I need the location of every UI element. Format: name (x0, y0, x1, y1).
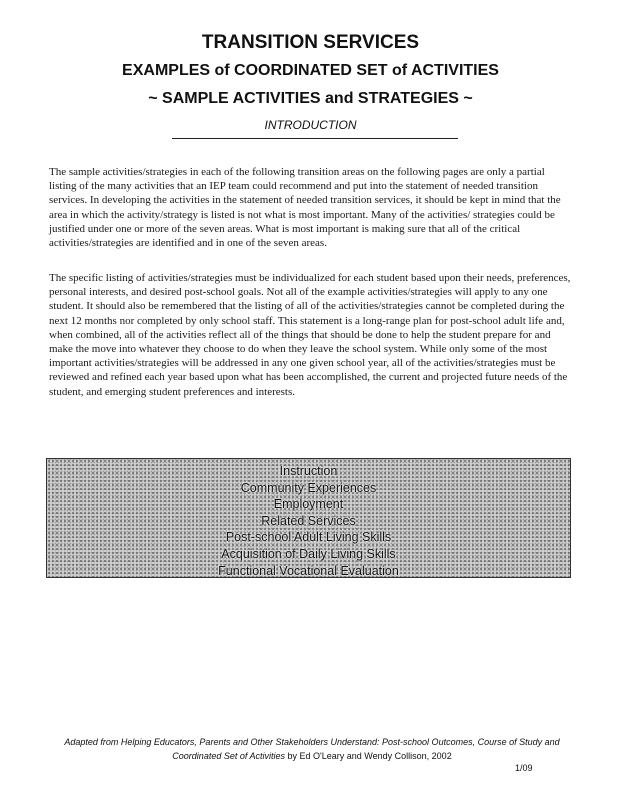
transition-areas-box (46, 458, 571, 578)
transition-areas-list (47, 459, 570, 579)
area-item: Related Services (261, 513, 356, 528)
area-item: Community Experiences (240, 480, 377, 495)
citation-source-title: Helping Educators, Parents and Other Stakeholders Understand: Post-school Outcomes, Course of Study and Coordinated Set of Activities (120, 737, 560, 761)
page-subtitle: EXAMPLES of COORDINATED SET of ACTIVITIES (122, 62, 499, 79)
area-item: Post-school Adult Living Skills (225, 530, 392, 545)
citation-prefix: Adapted from (64, 737, 119, 747)
paragraph-1: The sample activities/strategies in each of the following transition areas on the following pages are only a partial listing of the many activities that an IEP team could recommend and put into the statement of needed transition services. In developing the activities in the statement of needed transition services, it should be kept in mind that the area in which the activity/strategy is listed is not what is most important. Many of the activities/ strategies could be justified under one or more of the seven areas. What is most important is making sure that all of the critical activities/strategies are identified and in one of the seven areas. (49, 166, 561, 250)
paragraph-2: The specific listing of activities/strategies must be individualized for each student based upon their needs, preferences, personal interests, and desired post-school goals. Not all of the example activities/strategies will apply to any one student. It should also be remembered that the listing of all of the activities/strategies cannot be completed during the next 12 months nor completed by only school staff. This statement is a long-range plan for post-school adult life and, when combined, all of the activities reflect all of the things that should be done to help the student prepare for and make the move into whatever they choose to do when they leave the school system. While only some of the most important activities/strategies will be addressed in any one given school year, all of the activities/strategies must be reviewed and refined each year based upon what has been accomplished, the current and projected future needs of the student, and emerging student preferences and interests. (49, 272, 571, 398)
area-item: Instruction (279, 464, 338, 478)
area-item: Acquisition of Daily Living Skills (221, 546, 396, 561)
area-item: Employment (273, 497, 344, 512)
heading-divider (172, 138, 458, 139)
page-number: 1/09 (515, 763, 533, 773)
footer-citation (48, 735, 576, 763)
area-item: Functional Vocational Evaluation (218, 563, 399, 578)
section-heading: INTRODUCTION (264, 118, 357, 132)
page-title: TRANSITION SERVICES (201, 32, 420, 53)
page-subtitle-2: ~ SAMPLE ACTIVITIES and STRATEGIES ~ (148, 90, 473, 107)
citation-authors: by Ed O'Leary and Wendy Collison, 2002 (287, 751, 452, 761)
